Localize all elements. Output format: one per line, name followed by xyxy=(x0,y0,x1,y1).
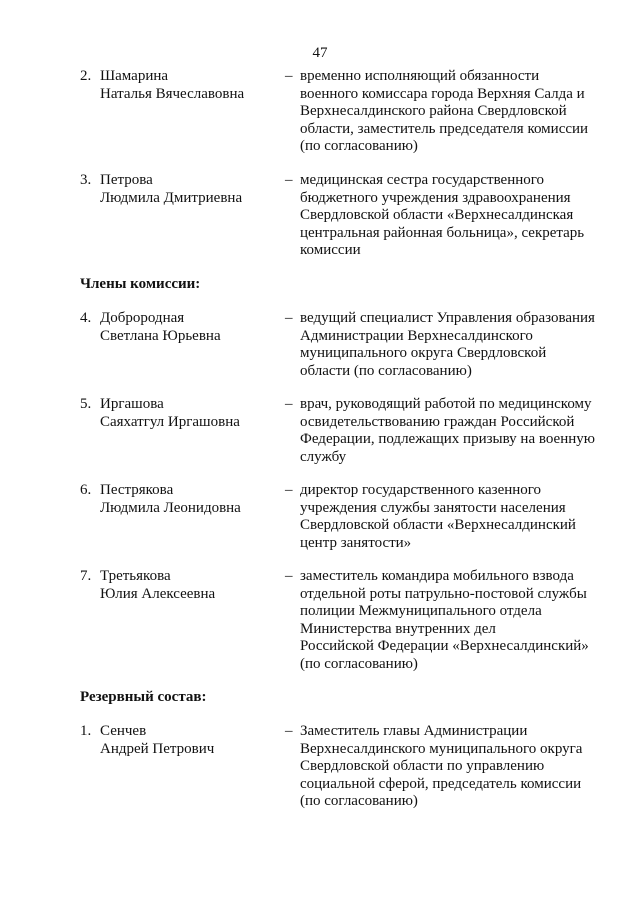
item-number: 4. xyxy=(80,310,92,326)
description-line: службу xyxy=(300,448,347,465)
given-names: Юлия Алексеевна xyxy=(100,585,216,602)
description-line: Министерства внутренних дел xyxy=(300,620,496,637)
given-names: Саяхатгул Иргашовна xyxy=(100,413,240,430)
description-line: муниципального округа Свердловской xyxy=(300,345,547,361)
dash: – xyxy=(285,68,293,84)
description-line: учреждения службы занятости населения xyxy=(300,499,566,516)
description-line: Свердловской области по управлению xyxy=(300,758,545,774)
item-number: 6. xyxy=(80,482,92,498)
description-line: Администрации Верхнесалдинского xyxy=(300,327,533,344)
description-line: (по согласованию) xyxy=(300,138,418,154)
person-name xyxy=(100,310,280,345)
description-line: заместитель командира мобильного взвода xyxy=(300,568,574,584)
description-line: Свердловской области «Верхнесалдинский xyxy=(300,517,576,533)
description-line: освидетельствованию граждан Российской xyxy=(300,413,575,430)
section-heading-reserve: Резервный состав: xyxy=(80,689,207,705)
position-description xyxy=(300,310,610,380)
given-names: Наталья Вячеславовна xyxy=(100,85,245,102)
description-line: Российской Федерации «Верхнесалдинский» xyxy=(300,638,589,654)
description-line: центр занятости» xyxy=(300,534,412,551)
item-number: 2. xyxy=(80,68,92,84)
dash: – xyxy=(285,396,293,412)
description-line: Верхнесалдинского муниципального округа xyxy=(300,740,583,757)
given-names: Людмила Леонидовна xyxy=(100,499,241,516)
surname: Пестрякова xyxy=(100,482,174,498)
description-line: врач, руководящий работой по медицинскому xyxy=(300,396,592,412)
description-line: временно исполняющий обязанности xyxy=(300,68,540,84)
description-line: центральная районная больница», секретарь xyxy=(300,224,585,241)
position-description xyxy=(300,172,610,260)
item-number: 5. xyxy=(80,396,92,412)
surname: Доброродная xyxy=(100,310,185,326)
position-description xyxy=(300,68,610,156)
person-name xyxy=(100,482,280,517)
description-line: (по согласованию) xyxy=(300,655,418,672)
description-line: Федерации, подлежащих призыву на военную xyxy=(300,431,595,447)
position-description xyxy=(300,396,610,466)
description-line: медицинская сестра государственного xyxy=(300,172,545,188)
description-line: полиции Межмуниципального отдела xyxy=(300,603,542,619)
description-line: директор государственного казенного xyxy=(300,482,542,498)
position-description xyxy=(300,482,610,552)
given-names: Светлана Юрьевна xyxy=(100,327,221,344)
description-line: Верхнесалдинского района Свердловской xyxy=(300,103,567,119)
item-number: 3. xyxy=(80,172,92,188)
surname: Шамарина xyxy=(100,68,169,84)
dash: – xyxy=(285,568,293,584)
given-names: Андрей Петрович xyxy=(100,740,215,757)
surname: Петрова xyxy=(100,172,153,188)
person-name xyxy=(100,568,280,603)
position-description xyxy=(300,568,610,673)
dash: – xyxy=(285,723,293,739)
description-line: Свердловской области «Верхнесалдинская xyxy=(300,207,574,223)
description-line: бюджетного учреждения здравоохранения xyxy=(300,189,571,206)
description-line: ведущий специалист Управления образования xyxy=(300,310,595,326)
person-name xyxy=(100,172,280,207)
description-line: отдельной роты патрульно-постовой службы xyxy=(300,585,587,602)
person-name xyxy=(100,396,280,431)
surname: Иргашова xyxy=(100,396,164,412)
person-name xyxy=(100,723,280,758)
dash: – xyxy=(285,310,293,326)
given-names: Людмила Дмитриевна xyxy=(100,189,243,206)
page-number: 47 xyxy=(312,45,328,61)
description-line: области (по согласованию) xyxy=(300,362,472,379)
description-line: комиссии xyxy=(300,242,361,258)
description-line: (по согласованию) xyxy=(300,793,418,809)
item-number: 7. xyxy=(80,568,92,584)
dash: – xyxy=(285,172,293,188)
description-line: военного комиссара города Верхняя Салда и xyxy=(300,85,585,102)
position-description xyxy=(300,723,610,811)
section-heading-members: Члены комиссии: xyxy=(80,276,201,292)
item-number: 1. xyxy=(80,723,92,739)
person-name xyxy=(100,68,280,103)
surname: Сенчев xyxy=(100,723,147,739)
dash: – xyxy=(285,482,293,498)
description-line: Заместитель главы Администрации xyxy=(300,723,528,739)
surname: Третьякова xyxy=(100,568,171,584)
description-line: социальной сферой, председатель комиссии xyxy=(300,775,582,792)
description-line: области, заместитель председателя комиссии xyxy=(300,120,589,137)
